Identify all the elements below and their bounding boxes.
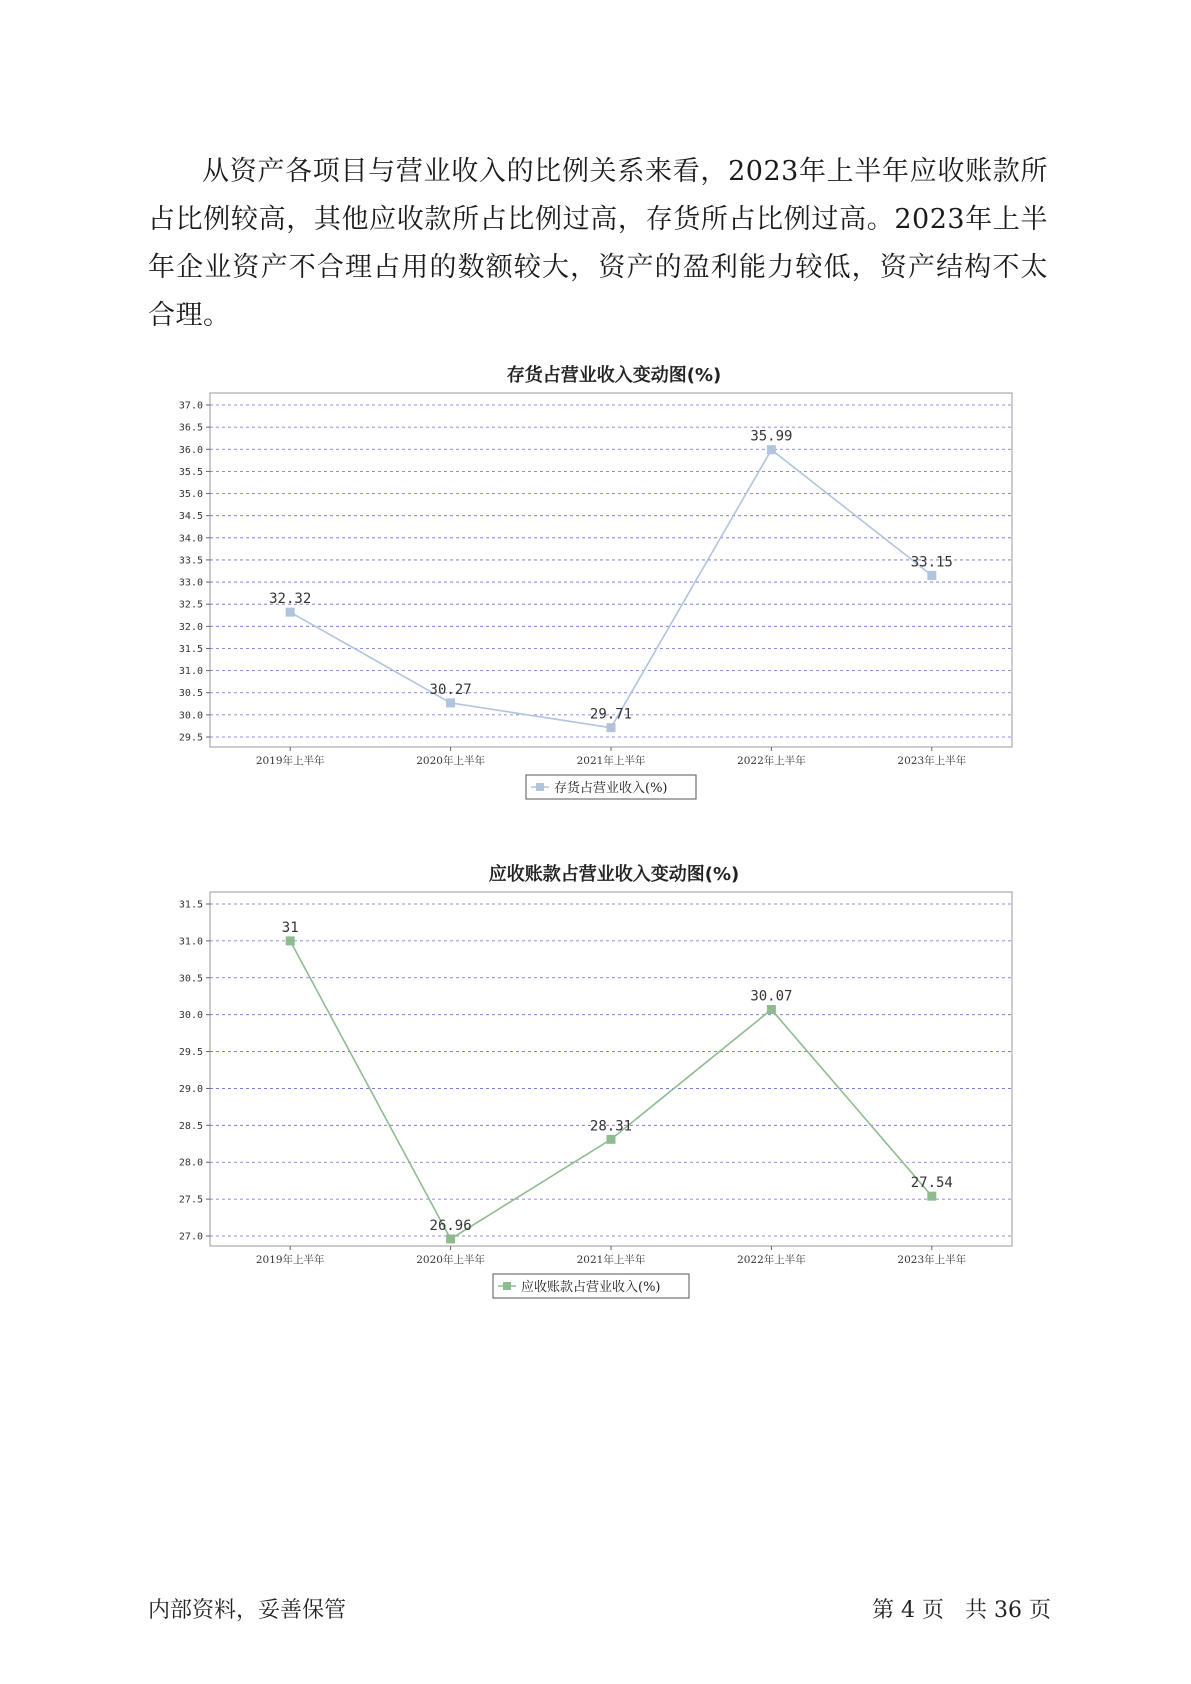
- legend: [493, 1274, 689, 1298]
- y-tick-label: 31.5: [178, 643, 203, 655]
- y-tick-label: 29.5: [178, 1047, 203, 1059]
- footer-confidential: 内部资料，妥善保管: [148, 1598, 347, 1623]
- legend-marker: [536, 783, 544, 791]
- y-tick-label: 30.5: [178, 688, 203, 700]
- legend: [526, 775, 696, 799]
- y-tick-label: 32.5: [178, 599, 203, 611]
- x-tick-label: 2022年上半年: [737, 755, 806, 767]
- x-tick-label: 2020年上半年: [416, 1254, 485, 1266]
- data-label: 31: [281, 919, 299, 936]
- data-label: 26.96: [429, 1217, 472, 1234]
- data-point: [927, 1192, 936, 1201]
- data-label: 32.32: [269, 591, 312, 608]
- x-tick-label: 2020年上半年: [416, 755, 485, 767]
- data-label: 29.71: [589, 706, 633, 723]
- plot-area: [210, 393, 1012, 747]
- y-tick-label: 27.5: [178, 1194, 203, 1206]
- data-point: [767, 445, 776, 454]
- x-tick-label: 2019年上半年: [255, 755, 325, 767]
- y-tick-label: 37.0: [178, 400, 203, 412]
- y-tick-label: 30.0: [178, 1010, 203, 1022]
- y-tick-label: 32.0: [178, 621, 203, 633]
- x-tick-label: 2023年上半年: [897, 755, 967, 767]
- y-tick-label: 28.0: [178, 1157, 203, 1169]
- legend-label: 存货占营业收入(%): [554, 781, 668, 796]
- plot-area: [210, 892, 1012, 1246]
- data-point: [607, 723, 616, 732]
- data-label: 27.54: [910, 1175, 953, 1192]
- chart-2-title: 应收账款占营业收入变动图(%): [488, 864, 740, 885]
- y-tick-label: 29.5: [178, 732, 203, 744]
- chart-receivables: [140, 884, 1040, 1304]
- y-tick-label: 30.5: [178, 973, 203, 985]
- y-tick-label: 27.0: [178, 1231, 203, 1243]
- data-label: 28.31: [589, 1118, 633, 1135]
- y-tick-label: 33.0: [178, 577, 203, 589]
- y-tick-label: 35.5: [178, 466, 203, 478]
- y-tick-label: 35.0: [178, 489, 203, 501]
- x-tick-label: 2022年上半年: [737, 1254, 806, 1266]
- y-tick-label: 30.0: [178, 710, 203, 722]
- data-label: 30.07: [750, 988, 793, 1005]
- x-tick-label: 2023年上半年: [897, 1254, 967, 1266]
- legend-marker: [503, 1282, 511, 1290]
- data-point: [607, 1135, 616, 1144]
- y-tick-label: 31.5: [178, 899, 203, 911]
- y-tick-label: 36.5: [178, 422, 203, 434]
- chart-1-title: 存货占营业收入变动图(%): [506, 365, 722, 386]
- y-tick-label: 31.0: [178, 936, 203, 948]
- data-point: [767, 1005, 776, 1014]
- y-tick-label: 28.5: [178, 1120, 203, 1132]
- y-tick-label: 33.5: [178, 555, 203, 567]
- data-point: [927, 571, 936, 580]
- data-label: 35.99: [750, 428, 793, 445]
- y-tick-label: 34.0: [178, 533, 203, 545]
- footer-page-number: 第 4 页 共 36 页: [872, 1598, 1051, 1623]
- chart-inventory: [140, 385, 1040, 805]
- data-point: [286, 608, 295, 617]
- data-label: 30.27: [429, 681, 472, 698]
- data-point: [446, 1234, 455, 1243]
- data-point: [286, 936, 295, 945]
- data-label: 33.15: [910, 554, 953, 571]
- y-tick-label: 29.0: [178, 1083, 203, 1095]
- y-tick-label: 34.5: [178, 511, 203, 523]
- data-point: [446, 698, 455, 707]
- x-tick-label: 2021年上半年: [576, 755, 646, 767]
- x-tick-label: 2021年上半年: [576, 1254, 646, 1266]
- x-tick-label: 2019年上半年: [255, 1254, 325, 1266]
- body-paragraph: 从资产各项目与营业收入的比例关系来看，2023年上半年应收账款所占比例较高，其他应收款所占比例过高，存货所占比例过高。2023年上半年企业资产不合理占用的数额较大，资产的盈利能力较低，资产结构不太合理。: [148, 156, 1048, 331]
- legend-label: 应收账款占营业收入(%): [521, 1280, 661, 1295]
- y-tick-label: 31.0: [178, 666, 203, 678]
- y-tick-label: 36.0: [178, 444, 203, 456]
